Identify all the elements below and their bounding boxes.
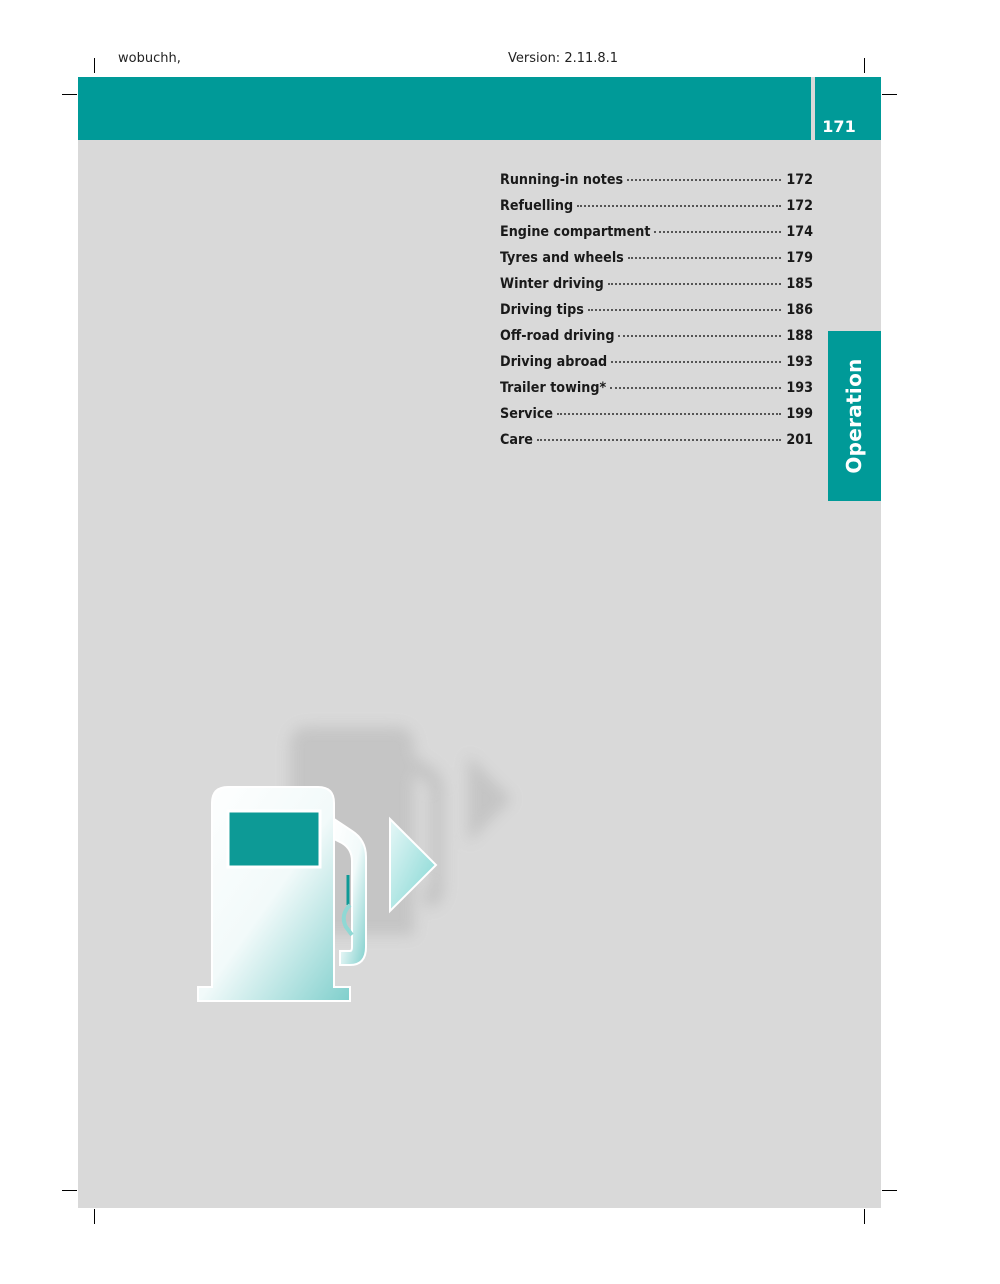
toc-entry[interactable] xyxy=(500,406,813,432)
toc-leader-dots xyxy=(654,231,781,233)
toc-entry[interactable] xyxy=(500,302,813,328)
section-tab-label: Operation xyxy=(842,358,866,474)
toc-entry-page: 185 xyxy=(786,276,813,292)
toc-entry-title: Engine compartment xyxy=(500,224,651,240)
fuel-pump-window xyxy=(228,811,320,867)
toc-entry-page: 201 xyxy=(786,432,813,448)
toc-entry-page: 174 xyxy=(786,224,813,240)
header-band xyxy=(78,77,811,140)
toc-entry[interactable] xyxy=(500,432,813,458)
toc-entry[interactable] xyxy=(500,380,813,406)
toc-leader-dots xyxy=(537,439,781,441)
toc-entry-title: Running-in notes xyxy=(500,172,624,188)
toc-entry-page: 199 xyxy=(786,406,813,422)
fuel-pump-icon xyxy=(190,715,510,1015)
toc-entry-page: 193 xyxy=(786,380,813,396)
toc-entry-title: Tyres and wheels xyxy=(500,250,624,266)
toc-leader-dots xyxy=(628,257,781,259)
toc-entry-page: 172 xyxy=(786,172,813,188)
crop-mark xyxy=(94,1209,95,1224)
toc-entry-title: Care xyxy=(500,432,533,448)
toc-entry-page: 188 xyxy=(786,328,813,344)
toc-entry-title: Off-road driving xyxy=(500,328,615,344)
crop-mark xyxy=(62,94,77,95)
toc-entry[interactable] xyxy=(500,172,813,198)
toc-entry[interactable] xyxy=(500,354,813,380)
toc-entry[interactable] xyxy=(500,224,813,250)
toc-entry-page: 172 xyxy=(786,198,813,214)
toc-entry-page: 186 xyxy=(786,302,813,318)
fuel-pump-illustration xyxy=(190,715,510,1015)
toc-entry-title: Winter driving xyxy=(500,276,604,292)
toc-entry-title: Driving tips xyxy=(500,302,584,318)
toc-leader-dots xyxy=(588,309,781,311)
toc-entry-page: 179 xyxy=(786,250,813,266)
toc-leader-dots xyxy=(618,335,781,337)
crop-mark xyxy=(864,58,865,73)
crop-mark xyxy=(882,1190,897,1191)
toc-entry-title: Driving abroad xyxy=(500,354,608,370)
toc-leader-dots xyxy=(610,387,781,389)
crop-mark xyxy=(94,58,95,73)
page-number: 171 xyxy=(822,117,856,136)
chapter-contents-list xyxy=(500,172,813,458)
toc-leader-dots xyxy=(627,179,781,181)
print-meta-right: Version: 2.11.8.1 xyxy=(508,51,619,66)
toc-leader-dots xyxy=(577,205,781,207)
toc-entry-page: 193 xyxy=(786,354,813,370)
print-meta-left: wobuchh, xyxy=(118,51,181,66)
toc-entry[interactable] xyxy=(500,328,813,354)
crop-mark xyxy=(882,94,897,95)
toc-leader-dots xyxy=(608,283,781,285)
toc-entry-title: Trailer towing* xyxy=(500,380,607,396)
toc-entry[interactable] xyxy=(500,198,813,224)
toc-entry-title: Service xyxy=(500,406,554,422)
toc-entry-title: Refuelling xyxy=(500,198,574,214)
crop-mark xyxy=(864,1209,865,1224)
toc-leader-dots xyxy=(557,413,781,415)
toc-entry[interactable] xyxy=(500,250,813,276)
toc-entry[interactable] xyxy=(500,276,813,302)
toc-leader-dots xyxy=(611,361,781,363)
watermark: carmanualsonline.info xyxy=(638,1245,1000,1278)
crop-mark xyxy=(62,1190,77,1191)
